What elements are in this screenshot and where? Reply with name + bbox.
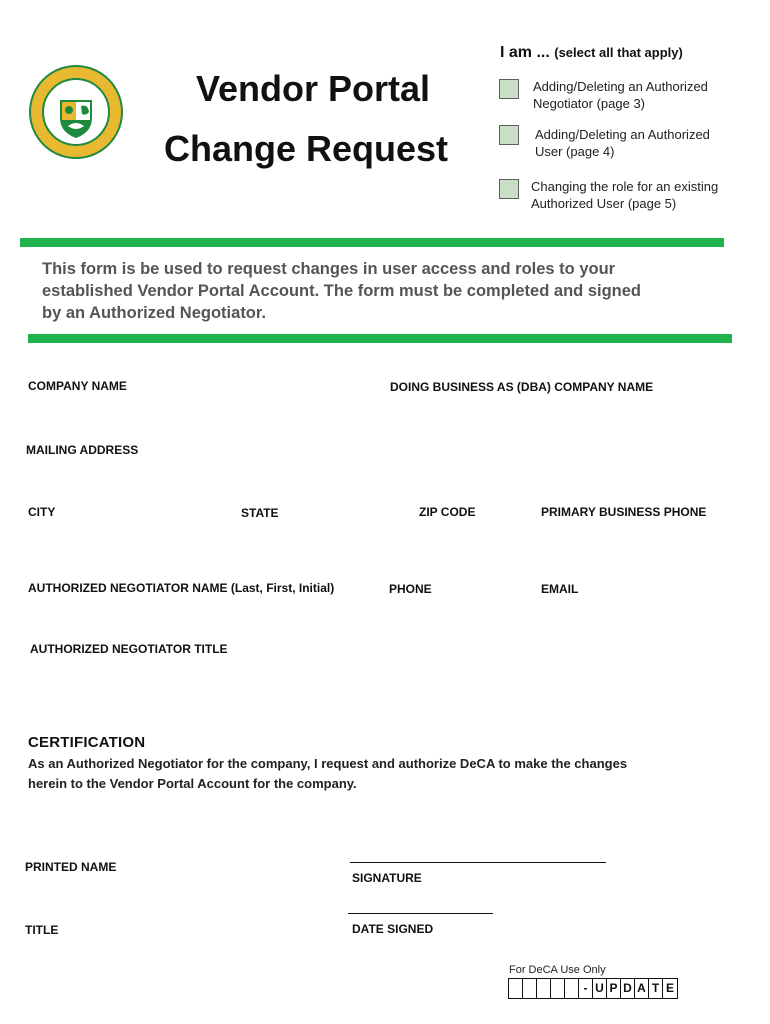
intro-line: by an Authorized Negotiator.: [42, 304, 266, 322]
intro-line: established Vendor Portal Account. The form must be completed and signed: [42, 282, 641, 300]
deca-box: [551, 979, 565, 998]
field-title[interactable]: TITLE: [25, 923, 59, 937]
page-title: Vendor Portal: [196, 68, 431, 109]
deca-box: -: [579, 979, 593, 998]
field-dba[interactable]: DOING BUSINESS AS (DBA) COMPANY NAME: [390, 380, 654, 394]
option-line: User (page 4): [535, 144, 615, 159]
field-date-signed[interactable]: DATE SIGNED: [352, 922, 434, 936]
certification-line: As an Authorized Negotiator for the company, I request and authorize DeCA to make the changes: [28, 756, 628, 771]
iam-note: (select all that apply): [554, 45, 683, 60]
certification-text: [28, 754, 708, 794]
page-subtitle: Change Request: [164, 128, 449, 169]
field-city[interactable]: CITY: [28, 505, 56, 519]
signature-line: [350, 862, 606, 863]
deca-box: [537, 979, 551, 998]
option-label-negotiator: [533, 78, 733, 112]
field-email[interactable]: EMAIL: [541, 582, 579, 596]
checkbox-add-delete-user[interactable]: [499, 125, 519, 145]
certification-line: herein to the Vendor Portal Account for the company.: [28, 776, 357, 791]
deca-box: T: [649, 979, 663, 998]
deca-box: [523, 979, 537, 998]
deca-box: A: [635, 979, 649, 998]
deca-box: [565, 979, 579, 998]
deca-box: P: [607, 979, 621, 998]
field-negotiator-title[interactable]: AUTHORIZED NEGOTIATOR TITLE: [30, 642, 228, 656]
field-phone[interactable]: PHONE: [389, 582, 432, 596]
divider-top: [20, 238, 724, 247]
option-line: Adding/Deleting an Authorized: [535, 127, 710, 142]
option-label-role: [531, 178, 731, 212]
checkbox-change-role[interactable]: [499, 179, 519, 199]
deca-seal-logo: [28, 64, 124, 160]
field-state[interactable]: STATE: [241, 506, 279, 520]
date-line: [348, 913, 493, 914]
certification-heading: CERTIFICATION: [28, 734, 146, 751]
deca-box: E: [665, 981, 674, 995]
divider-bottom: [28, 334, 732, 343]
iam-heading: [500, 44, 683, 62]
deca-box: [509, 979, 523, 998]
field-primary-phone[interactable]: PRIMARY BUSINESS PHONE: [541, 505, 707, 519]
field-negotiator-name[interactable]: AUTHORIZED NEGOTIATOR NAME (Last, First, Initial): [28, 581, 335, 595]
iam-prefix: I am ...: [500, 44, 550, 61]
checkbox-add-delete-negotiator[interactable]: [499, 79, 519, 99]
deca-box: U: [593, 979, 607, 998]
field-mailing-address[interactable]: MAILING ADDRESS: [26, 443, 139, 457]
option-line: Authorized User (page 5): [531, 196, 677, 211]
deca-use-label: For DeCA Use Only: [509, 964, 606, 976]
intro-line: This form is be used to request changes in user access and roles to your: [42, 260, 616, 278]
field-company-name[interactable]: COMPANY NAME: [28, 379, 127, 393]
deca-box: D: [621, 979, 635, 998]
option-label-user: [535, 126, 735, 160]
option-line: Negotiator (page 3): [533, 96, 646, 111]
option-line: Changing the role for an existing: [531, 179, 719, 194]
intro-text: [42, 258, 722, 324]
field-signature[interactable]: SIGNATURE: [352, 871, 422, 885]
field-printed-name[interactable]: PRINTED NAME: [25, 860, 117, 874]
option-line: Adding/Deleting an Authorized: [533, 79, 708, 94]
deca-use-boxes: [508, 978, 678, 999]
field-zip[interactable]: ZIP CODE: [419, 505, 476, 519]
